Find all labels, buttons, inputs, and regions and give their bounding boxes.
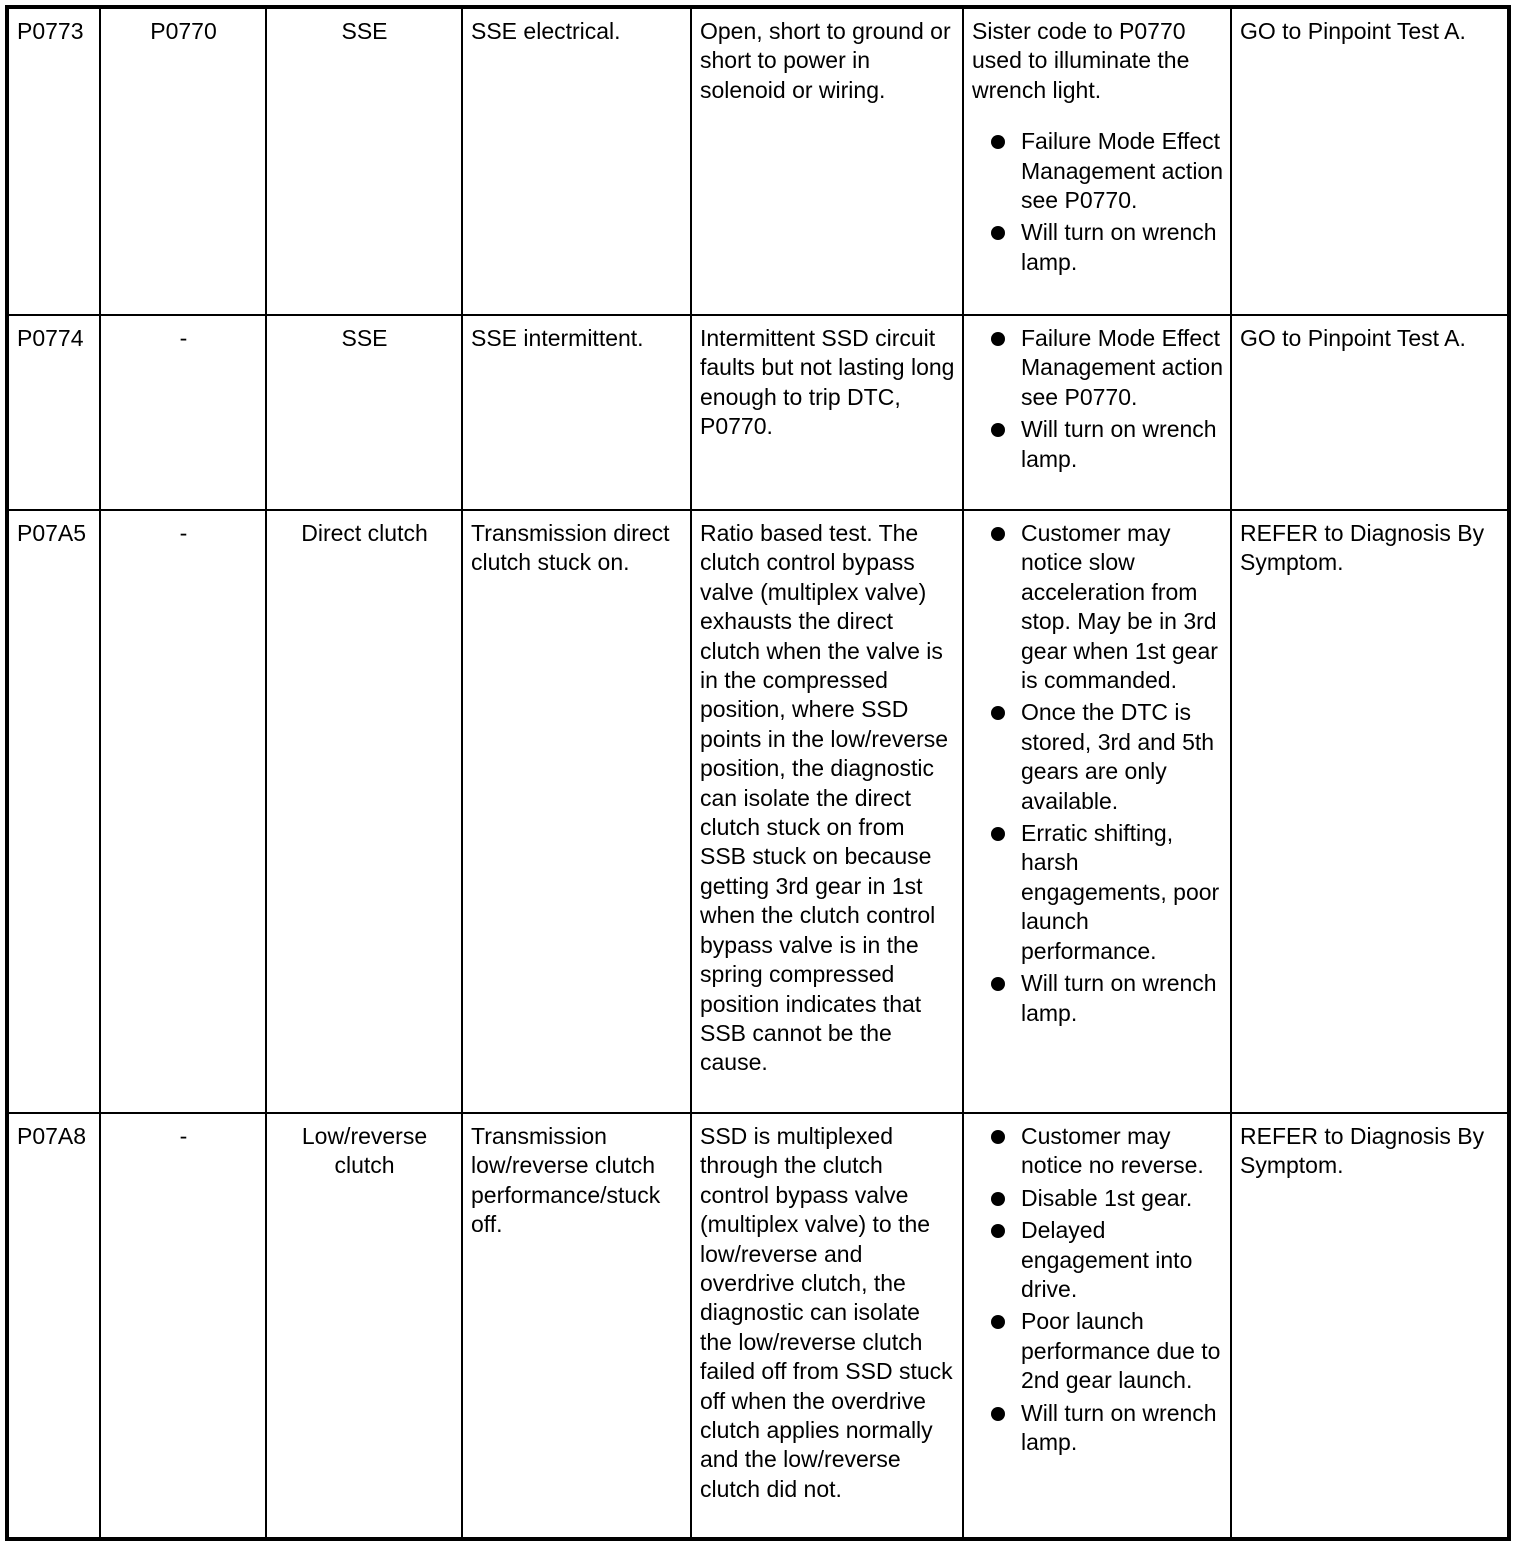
symptom-list <box>972 324 1223 474</box>
description: Transmission low/reverse clutch performance/stuck off. <box>462 1113 691 1539</box>
component: SSE <box>266 7 462 315</box>
action: GO to Pinpoint Test A. <box>1231 7 1509 315</box>
symptom-item: Will turn on wrench lamp. <box>972 969 1223 1028</box>
dtc-table <box>5 5 1511 1541</box>
symptom-list <box>972 1122 1223 1457</box>
related-code: P0770 <box>100 7 266 315</box>
description: SSE intermittent. <box>462 315 691 510</box>
dtc-code: P07A5 <box>7 510 100 1113</box>
symptom-item: Once the DTC is stored, 3rd and 5th gears are only available. <box>972 698 1223 816</box>
symptom-item: Customer may notice slow acceleration from stop. May be in 3rd gear when 1st gear is commanded. <box>972 519 1223 695</box>
symptom-item: Failure Mode Effect Management action see P0770. <box>972 127 1223 215</box>
dtc-code: P07A8 <box>7 1113 100 1539</box>
condition: Open, short to ground or short to power in solenoid or wiring. <box>691 7 963 315</box>
symptom-cell <box>963 315 1231 510</box>
symptom-cell <box>963 1113 1231 1539</box>
table-row <box>7 510 1509 1113</box>
symptom-item: Disable 1st gear. <box>972 1184 1223 1213</box>
symptom-item: Will turn on wrench lamp. <box>972 1399 1223 1458</box>
symptom-item: Will turn on wrench lamp. <box>972 415 1223 474</box>
component: Direct clutch <box>266 510 462 1113</box>
condition: Ratio based test. The clutch control bypass valve (multiplex valve) exhausts the direct clutch when the valve is in the compressed position, where SSD points in the low/reverse position, the diagnostic can isolate the direct clutch stuck on from SSB stuck on because getting 3rd gear in 1st when the clutch control bypass valve is in the spring compressed position indicates that SSB cannot be the cause. <box>691 510 963 1113</box>
symptom-list <box>972 127 1223 277</box>
description: Transmission direct clutch stuck on. <box>462 510 691 1113</box>
symptom-item: Delayed engagement into drive. <box>972 1216 1223 1304</box>
symptom-item: Customer may notice no reverse. <box>972 1122 1223 1181</box>
symptom-item: Will turn on wrench lamp. <box>972 218 1223 277</box>
condition: Intermittent SSD circuit faults but not lasting long enough to trip DTC, P0770. <box>691 315 963 510</box>
description: SSE electrical. <box>462 7 691 315</box>
symptom-cell <box>963 510 1231 1113</box>
symptom-item: Failure Mode Effect Management action see P0770. <box>972 324 1223 412</box>
dtc-code: P0773 <box>7 7 100 315</box>
related-code: - <box>100 510 266 1113</box>
symptom-item: Poor launch performance due to 2nd gear launch. <box>972 1307 1223 1395</box>
symptom-cell <box>963 7 1231 315</box>
action: REFER to Diagnosis By Symptom. <box>1231 1113 1509 1539</box>
action: GO to Pinpoint Test A. <box>1231 315 1509 510</box>
action: REFER to Diagnosis By Symptom. <box>1231 510 1509 1113</box>
symptom-item: Erratic shifting, harsh engagements, poor launch performance. <box>972 819 1223 966</box>
symptom-list <box>972 519 1223 1028</box>
related-code: - <box>100 1113 266 1539</box>
table-row <box>7 315 1509 510</box>
condition: SSD is multiplexed through the clutch control bypass valve (multiplex valve) to the low/reverse and overdrive clutch, the diagnostic can isolate the low/reverse clutch failed off from SSD stuck off when the overdrive clutch applies normally and the low/reverse clutch did not. <box>691 1113 963 1539</box>
symptom-note: Sister code to P0770 used to illuminate the wrench light. <box>972 18 1190 103</box>
table-row <box>7 1113 1509 1539</box>
related-code: - <box>100 315 266 510</box>
component: SSE <box>266 315 462 510</box>
dtc-code: P0774 <box>7 315 100 510</box>
table-row <box>7 7 1509 315</box>
component: Low/reverse clutch <box>266 1113 462 1539</box>
